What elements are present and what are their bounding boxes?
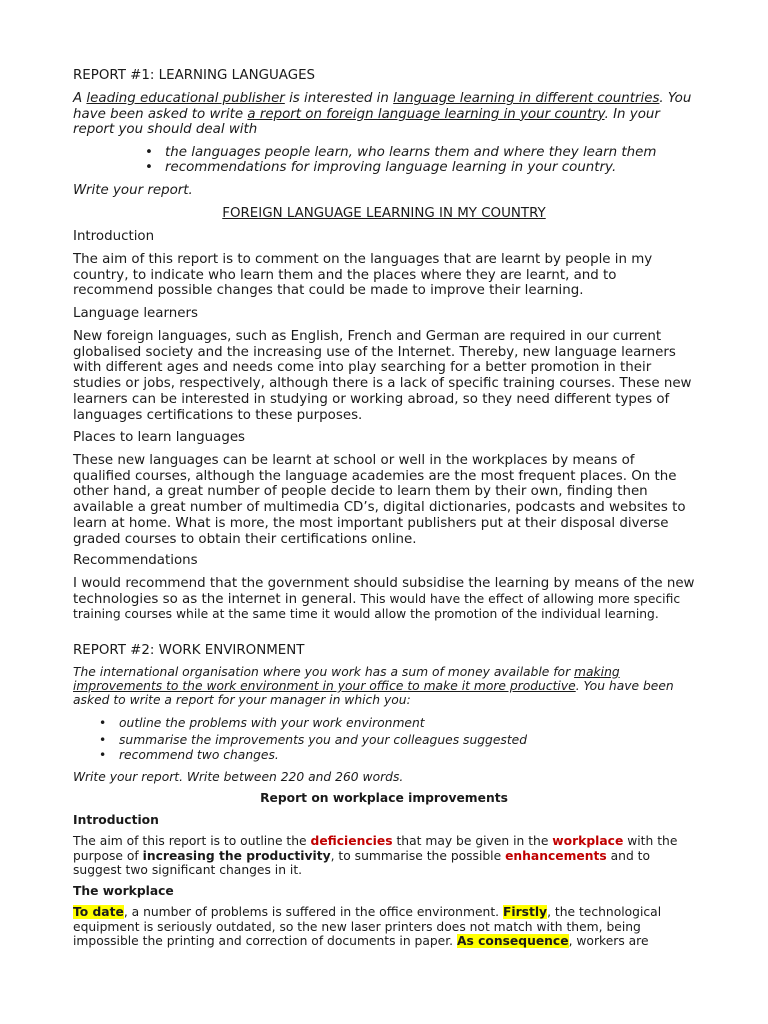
report2-bullet <box>99 748 279 763</box>
bullet-icon: • <box>99 733 107 747</box>
intro-seg: with the purpose of <box>73 834 678 863</box>
report2-title: REPORT #2: WORK ENVIRONMENT <box>73 643 305 658</box>
report2-bullet <box>99 733 528 748</box>
bullet-icon: • <box>99 748 107 762</box>
task-seg: . You have been asked to write <box>73 91 692 122</box>
report1-title: REPORT #1: LEARNING LANGUAGES <box>73 68 316 83</box>
task-seg: . In your report you should deal with <box>73 106 660 138</box>
intro-seg: increasing the productivity <box>142 848 331 863</box>
report1-learners-paragraph: New foreign languages, such as English, French and German are required in our current globalised society and the increasing use of the Internet. Thereby, new language learners with different ages and needs come into play searching for a better promotion in their studies or jobs, respectively, although there is a lack of specific training courses. These new learners can be interested in studying or working abroad, so they need different types of languages certifications to these purposes. <box>73 329 692 423</box>
report1-intro-paragraph: The aim of this report is to comment on the languages that are learnt by people in my country, to indicate who learn them and the places where they are learnt, and to recommend possible changes that could be made to improve their learning. <box>73 252 653 299</box>
task-seg: . You have been asked to write a report for your manager in which you: <box>73 679 674 708</box>
report1-bullet <box>145 160 617 176</box>
intro-seg: and to suggest two significant changes in it. <box>73 848 651 878</box>
task-seg: The international organisation where you work has a sum of money available for <box>73 665 575 679</box>
report2-intro-paragraph <box>73 834 695 878</box>
report1-bullet <box>145 145 657 161</box>
report2-intro-heading: Introduction <box>73 813 159 827</box>
bullet-text: recommendations for improving language learning in your country. <box>165 160 617 175</box>
report1-learners-heading: Language learners <box>73 306 198 321</box>
report2-heading: Report on workplace improvements <box>260 791 508 805</box>
report1-rec-heading: Recommendations <box>73 553 198 568</box>
intro-seg: workplace <box>552 834 624 848</box>
intro-seg: The aim of this report is to outline the <box>73 834 311 848</box>
work-seg: , workers are <box>568 934 649 949</box>
task-seg: making improvements to the work environment in your office to make it more productive <box>73 665 620 694</box>
report1-heading: FOREIGN LANGUAGE LEARNING IN MY COUNTRY <box>222 206 546 221</box>
bullet-icon: • <box>99 716 107 730</box>
report2-bullet <box>99 716 425 731</box>
bullet-icon: • <box>145 160 153 175</box>
work-seg: Firstly <box>502 905 548 919</box>
report2-task <box>73 665 695 708</box>
report1-intro-heading: Introduction <box>73 229 155 244</box>
intro-seg: , to summarise the possible <box>330 848 506 863</box>
bullet-icon: • <box>145 145 153 160</box>
report1-task <box>73 91 695 138</box>
task-seg: leading educational publisher <box>86 91 285 106</box>
report1-places-heading: Places to learn languages <box>73 430 246 445</box>
report2-workplace-heading: The workplace <box>73 884 174 898</box>
bullet-text: summarise the improvements you and your colleagues suggested <box>119 733 528 747</box>
task-seg: A <box>73 91 87 106</box>
task-seg: language learning in different countries <box>393 91 660 106</box>
bullet-text: outline the problems with your work environment <box>119 716 425 730</box>
bullet-text: the languages people learn, who learns them and where they learn them <box>165 145 657 160</box>
bullet-text: recommend two changes. <box>119 748 279 762</box>
intro-seg: deficiencies <box>310 834 393 848</box>
task-seg: a report on foreign language learning in your country <box>247 106 605 122</box>
intro-seg: that may be given in the <box>392 834 553 848</box>
rec-text-a: I would recommend that the government should subsidise the learning by means of the new technologies so as the internet in general. <box>73 576 695 607</box>
report2-workplace-paragraph <box>73 905 695 949</box>
task-seg: is interested in <box>284 91 394 106</box>
report2-write: Write your report. Write between 220 and 260 words. <box>73 770 404 784</box>
intro-seg: enhancements <box>505 848 607 863</box>
report1-rec-paragraph <box>73 576 695 623</box>
rec-text-b: This would have the effect of allowing more specific training courses while at the same time it would allow the promotion of the individual learning. <box>73 591 681 622</box>
work-seg: To date <box>73 905 124 919</box>
report1-places-paragraph: These new languages can be learnt at school or well in the workplaces by means of qualified courses, although the language academies are the most frequent places. On the other hand, a great number of people decide to learn them by their own, finding then available a great number of multimedia CD’s, digital dictionaries, podcasts and websites to learn at home. What is more, the most important publishers put at their disposal diverse graded courses to obtain their certifications online. <box>73 453 686 547</box>
work-seg: , a number of problems is suffered in the office environment. <box>123 905 503 919</box>
work-seg: , the technological equipment is seriously outdated, so the new laser printers does not match with them, being impossible the printing and correction of documents in paper. <box>73 905 662 949</box>
work-seg: As consequence <box>457 934 569 949</box>
report1-write: Write your report. <box>73 183 193 198</box>
